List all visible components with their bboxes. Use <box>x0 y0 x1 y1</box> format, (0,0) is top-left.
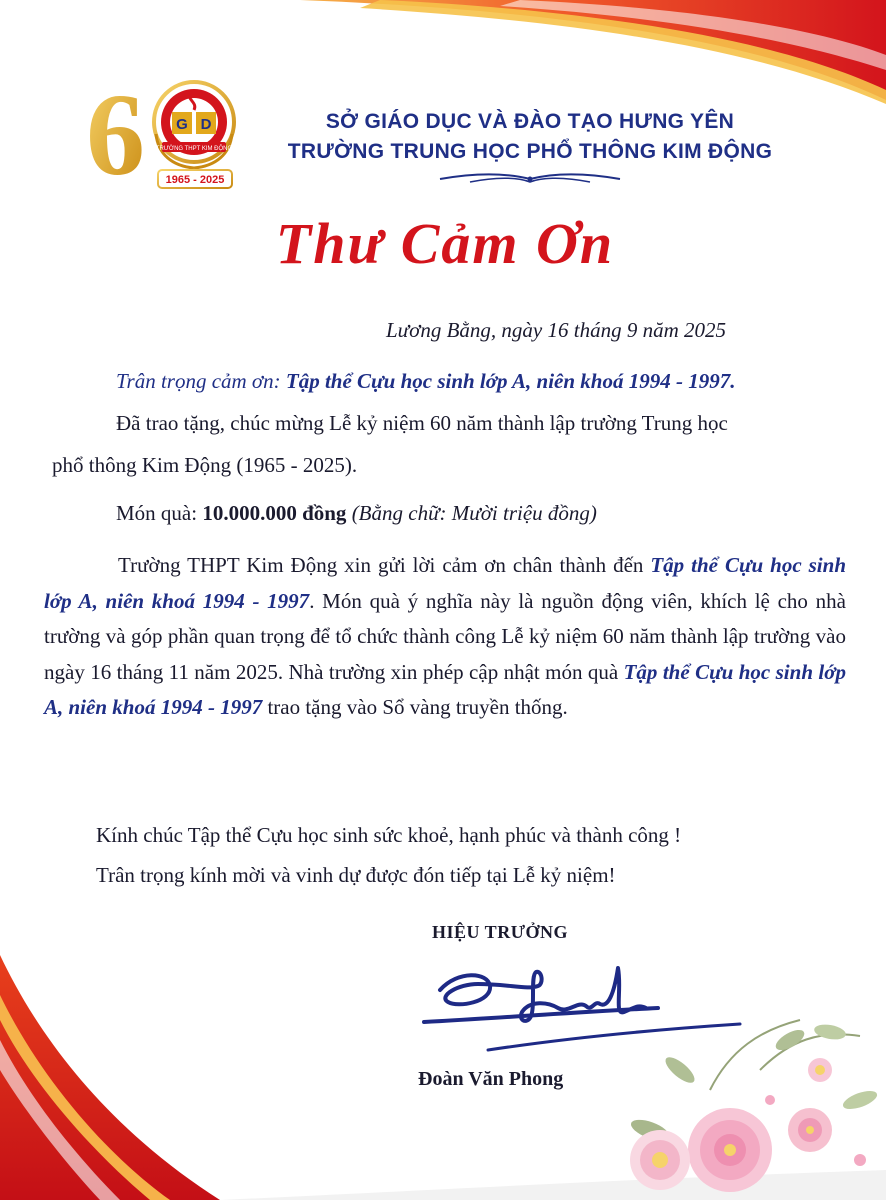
thanks-prefix: Trân trọng cảm ơn: <box>116 369 286 393</box>
body-recipient-2: Tập thể Cựu học sinh lớp A, niên khoá 1994 - 1997 <box>44 659 847 719</box>
gift-amount-words: (Bằng chữ: Mười triệu đồng) <box>346 501 597 525</box>
school-name: TRƯỜNG TRUNG HỌC PHỔ THÔNG KIM ĐỘNG <box>287 140 773 163</box>
gift-line-2: phổ thông Kim Động (1965 - 2025). <box>52 453 358 477</box>
letter-title: Thư Cảm Ơn <box>275 211 615 276</box>
logo-letter-g: G <box>176 116 188 133</box>
closing-line-1: Kính chúc Tập thể Cựu học sinh sức khoẻ, hạnh phúc và thành công ! <box>96 823 682 847</box>
logo-years: 1965 - 2025 <box>165 174 225 186</box>
gift-label: Món quà: <box>116 501 203 525</box>
thanks-line <box>116 366 735 396</box>
logo-letter-d: D <box>200 116 212 133</box>
logo-number: 6 <box>86 74 145 194</box>
signatory-name: Đoàn Văn Phong <box>418 1068 564 1090</box>
body-part-2: . Món quà ý nghĩa này là nguồn động viên, khích lệ cho nhà trường và góp phần quan trọng để tổ chức thành công Lễ kỷ niệm 60 năm thành lập trường vào ngày 16 tháng 11 năm 2025. Nhà trường xin phép cập nhật món quà <box>44 588 846 684</box>
gift-amount-line <box>116 498 597 528</box>
letter-date: Lương Bằng, ngày 16 tháng 9 năm 2025 <box>386 318 726 342</box>
flower-decoration <box>560 1010 886 1200</box>
logo-ribbon-text: TRƯỜNG THPT KIM ĐỘNG <box>155 146 233 152</box>
body-part-3: trao tặng vào Sổ vàng truyền thống. <box>262 695 568 719</box>
school-anniversary-logo <box>86 74 258 194</box>
top-swoosh <box>300 0 886 100</box>
body-paragraph <box>44 548 846 726</box>
thanks-recipient: Tập thể Cựu học sinh lớp A, niên khoá 1994 - 1997. <box>285 369 736 393</box>
ornament-divider <box>430 170 630 188</box>
body-part-1: Trường THPT Kim Động xin gửi lời cảm ơn chân thành đến <box>118 553 651 577</box>
department-name: SỞ GIÁO DỤC VÀ ĐÀO TẠO HƯNG YÊN <box>325 110 735 133</box>
gift-amount: 10.000.000 đồng <box>202 501 347 525</box>
gift-line-1: Đã trao tặng, chúc mừng Lễ kỷ niệm 60 năm thành lập trường Trung học <box>116 411 728 435</box>
signatory-title: HIỆU TRƯỞNG <box>432 922 569 942</box>
letterhead <box>270 108 790 188</box>
body-recipient-1: Tập thể Cựu học sinh lớp A, niên khoá 1994 - 1997 <box>44 553 846 613</box>
closing-line-2: Trân trọng kính mời và vinh dự được đón tiếp tại Lễ kỷ niệm! <box>96 863 616 887</box>
